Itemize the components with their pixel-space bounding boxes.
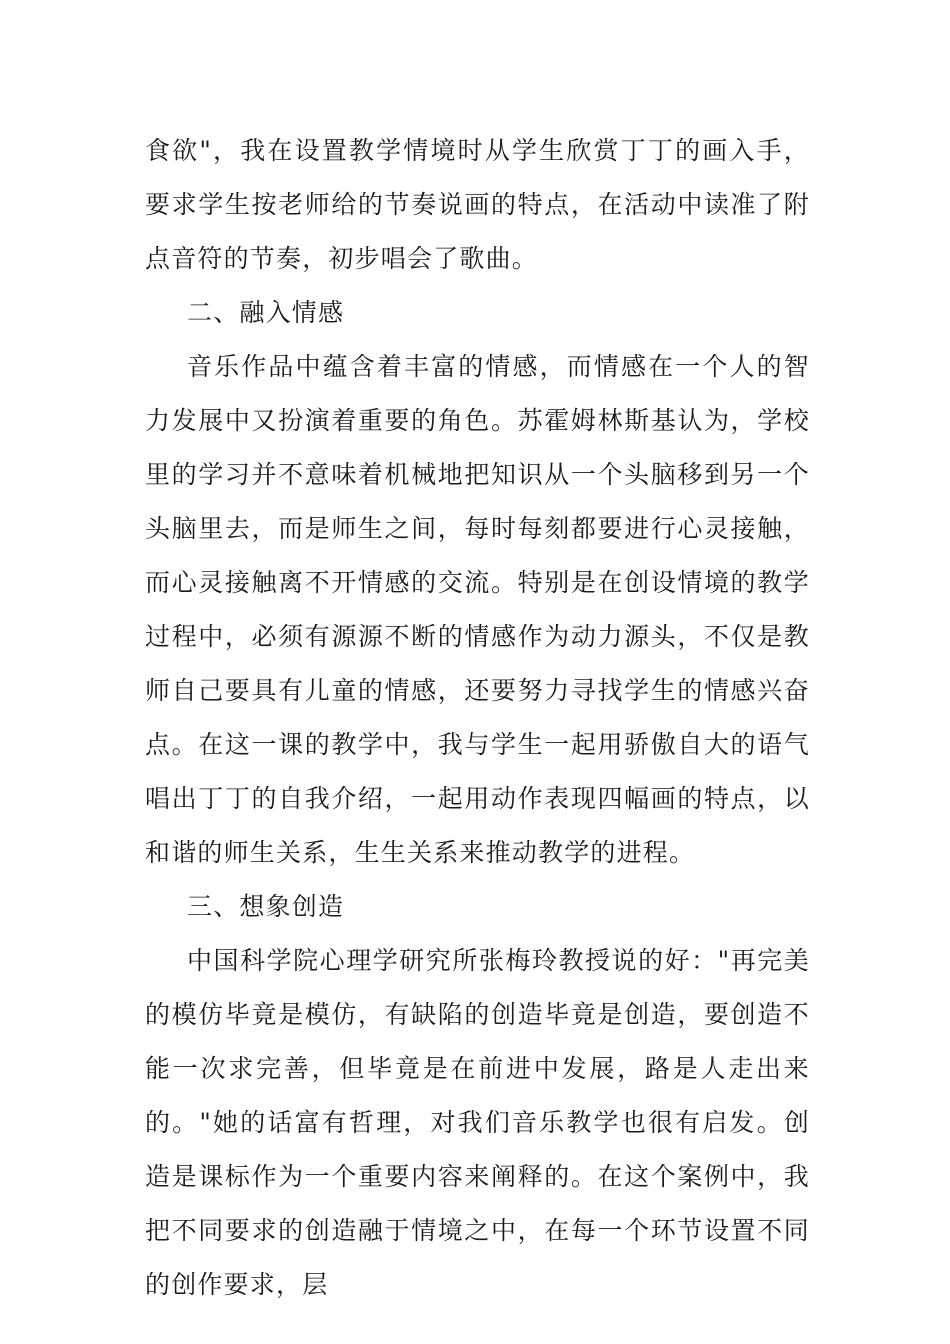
paragraph-imagination: 中国科学院心理学研究所张梅玲教授说的好："再完美的模仿毕竟是模仿，有缺陷的创造毕竟是创造，要创造不能一次求完善，但毕竟是在前进中发展，路是人走出来的。"她的话富有哲理，对我们音乐教学也很有启发。创造是课标作为一个重要内容来阐释的。在这个案例中，我把不同要求的创造融于情境之中，在每一个环节设置不同的创作要求，层 <box>145 946 810 1299</box>
document-body <box>145 124 810 1312</box>
section-heading-imagination: 三、想象创造 <box>187 892 345 921</box>
paragraph-continuation: 食欲"，我在设置教学情境时从学生欣赏丁丁的画入手，要求学生按老师给的节奏说画的特点，在活动中读准了附点音符的节奏，初步唱会了歌曲。 <box>145 136 810 273</box>
section-heading-emotion: 二、融入情感 <box>187 298 345 327</box>
paragraph-emotion: 音乐作品中蕴含着丰富的情感，而情感在一个人的智力发展中又扮演着重要的角色。苏霍姆林斯基认为，学校里的学习并不意味着机械地把知识从一个头脑移到另一个头脑里去，而是师生之间，每时每刻都要进行心灵接触，而心灵接触离不开情感的交流。特别是在创设情境的教学过程中，必须有源源不断的情感作为动力源头，不仅是教师自己要具有儿童的情感，还要努力寻找学生的情感兴奋点。在这一课的教学中，我与学生一起用骄傲自大的语气唱出丁丁的自我介绍，一起用动作表现四幅画的特点，以和谐的师生关系，生生关系来推动教学的进程。 <box>145 352 810 867</box>
